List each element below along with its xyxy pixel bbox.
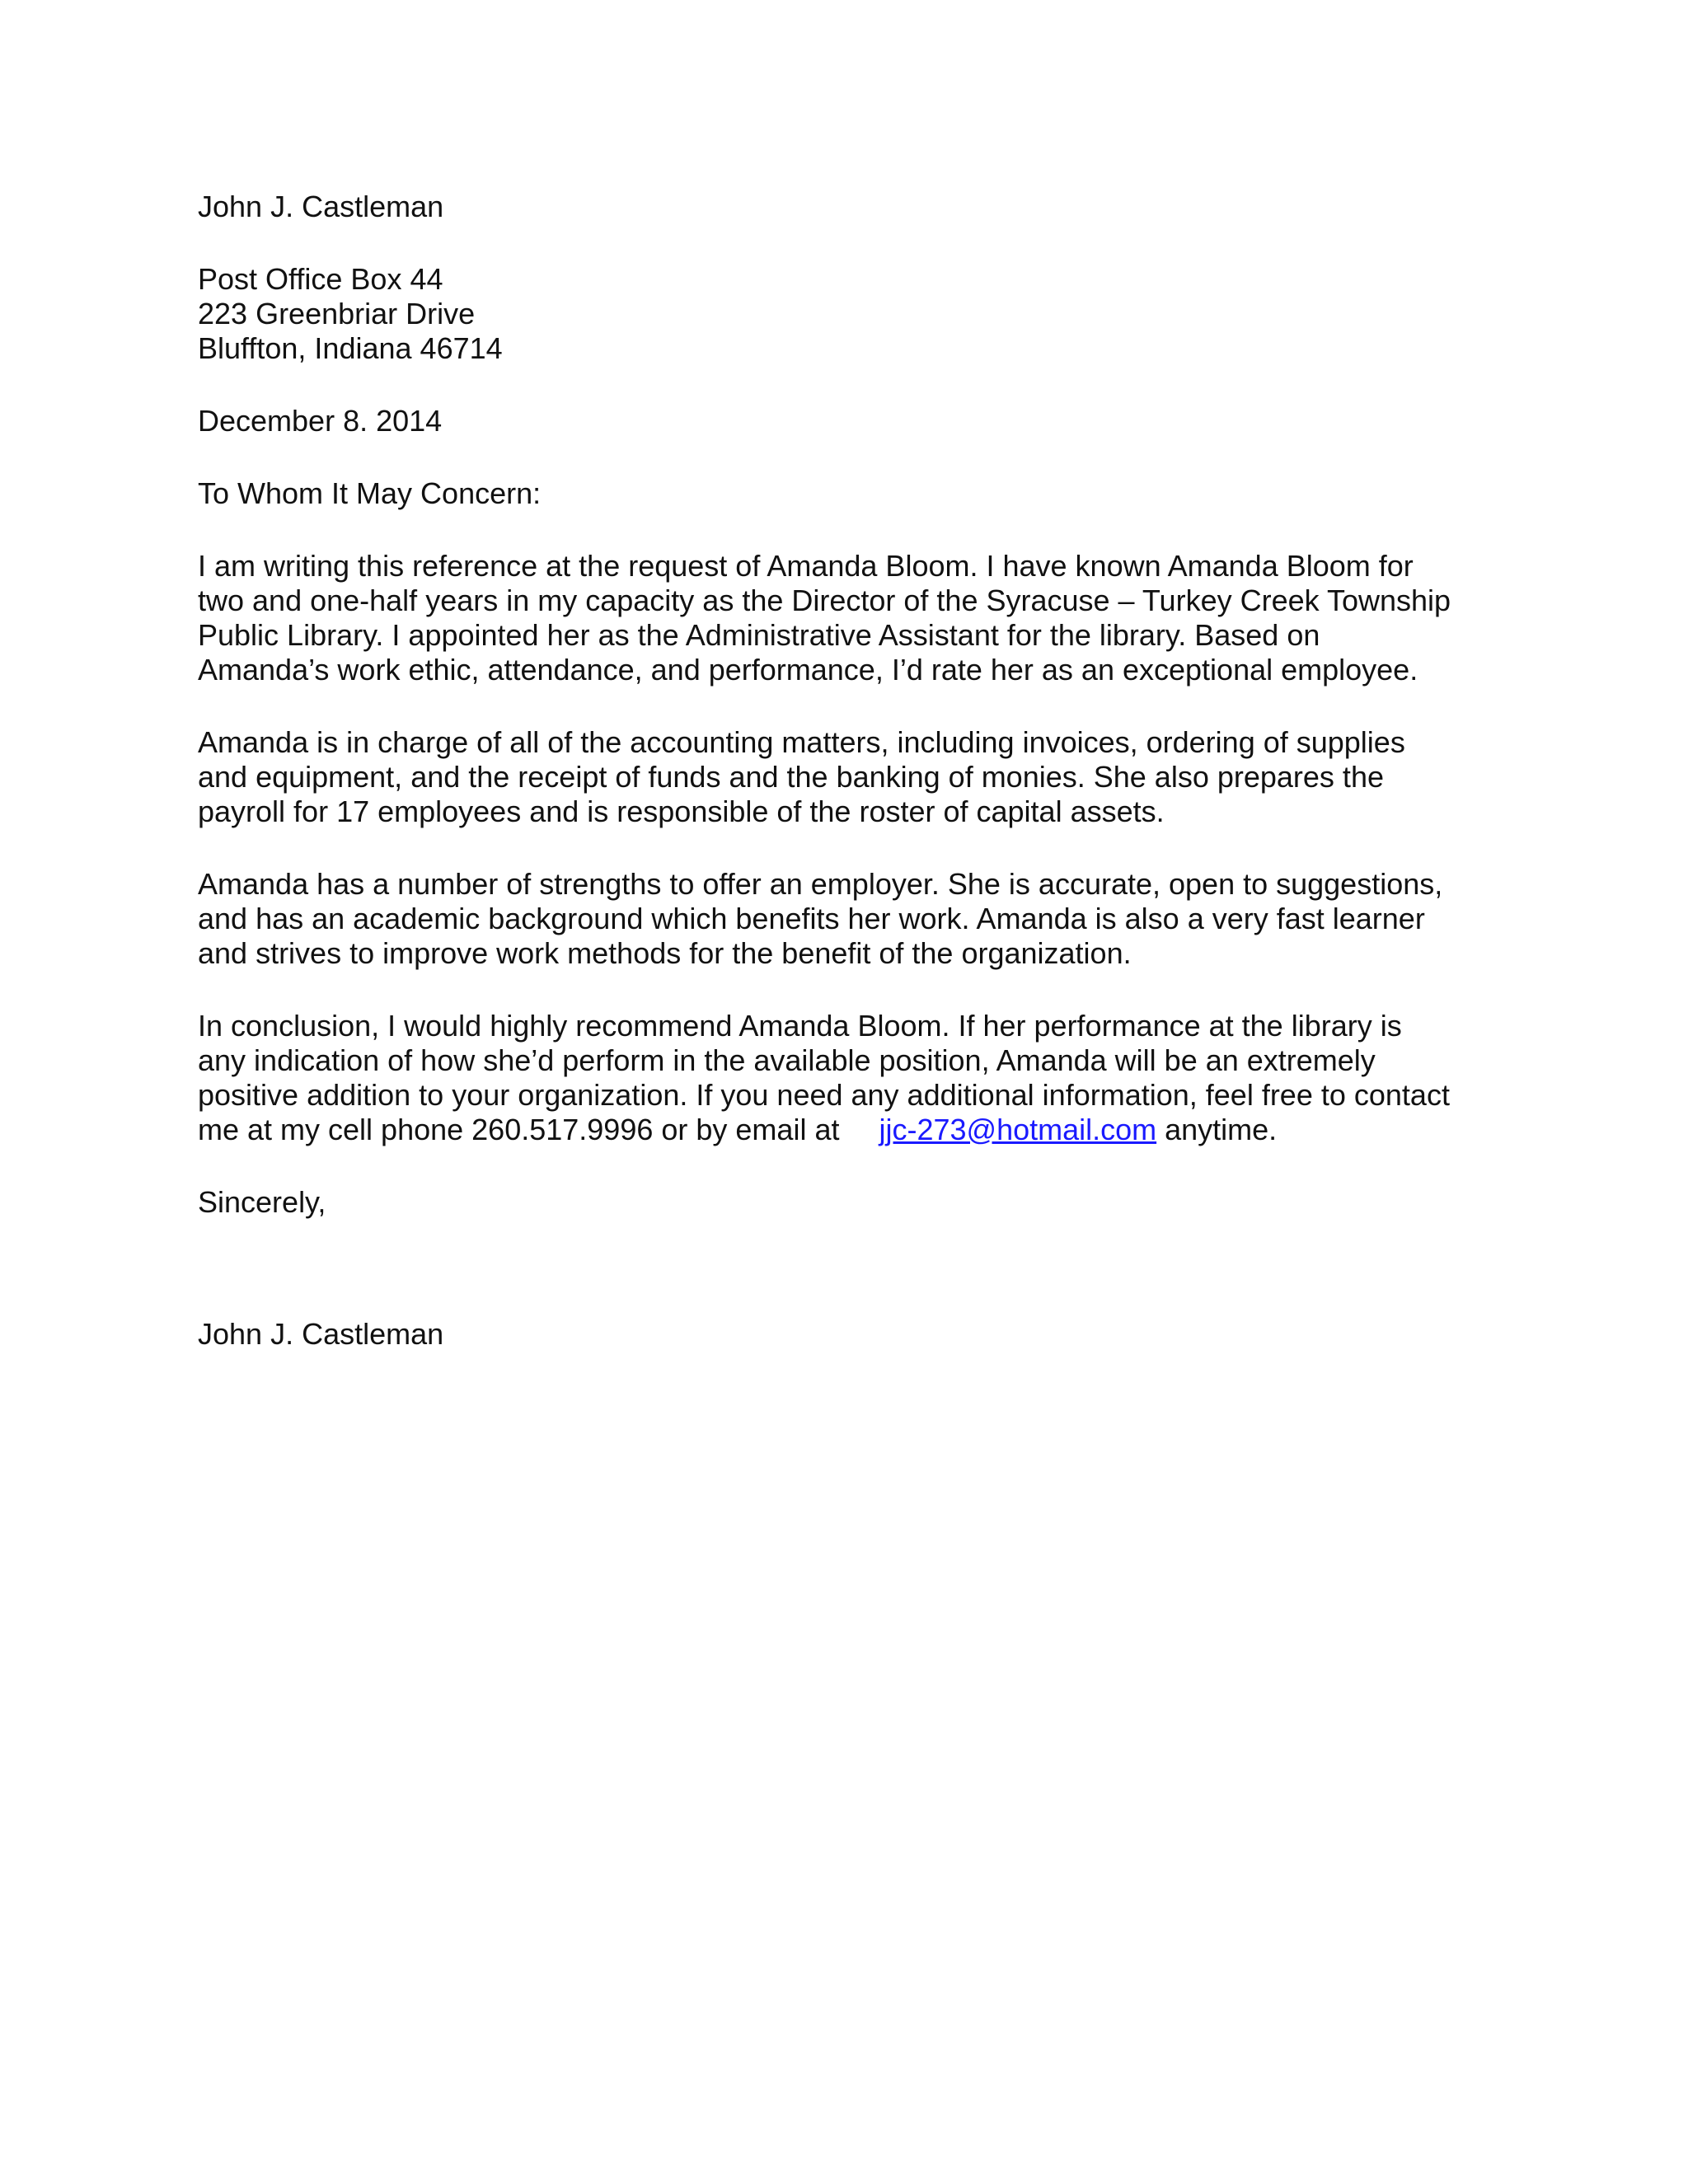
- contact-text-end: anytime.: [1156, 1113, 1278, 1146]
- address-line: Bluffton, Indiana 46714: [198, 331, 503, 365]
- paragraph-reference-intro: [198, 549, 1484, 687]
- address-line: 223 Greenbriar Drive: [198, 297, 476, 330]
- sender-name: John J. Castleman: [198, 190, 444, 223]
- paragraph-line: two and one-half years in my capacity as the Director of the Syracuse – Turkey Creek Township: [198, 583, 1451, 617]
- letter-body: [198, 190, 1484, 1352]
- salutation: To Whom It May Concern:: [198, 476, 542, 510]
- paragraph-line: I am writing this reference at the request of Amanda Bloom. I have known Amanda Bloom for: [198, 549, 1414, 583]
- paragraph-line: Amanda is in charge of all of the accounting matters, including invoices, ordering of supplies: [198, 725, 1405, 759]
- paragraph-line: and equipment, and the receipt of funds and the banking of monies. She also prepares the: [198, 760, 1384, 794]
- paragraph-line: Public Library. I appointed her as the Administrative Assistant for the library. Based on: [198, 618, 1320, 652]
- paragraph-strengths: [198, 867, 1484, 971]
- paragraph-line: Amanda has a number of strengths to offer an employer. She is accurate, open to suggestions,: [198, 867, 1443, 901]
- letter-date: December 8. 2014: [198, 404, 443, 438]
- paragraph-line: and has an academic background which benefits her work. Amanda is also a very fast learner: [198, 902, 1425, 935]
- paragraph-line: and strives to improve work methods for the benefit of the organization.: [198, 936, 1132, 970]
- paragraph-line: Amanda’s work ethic, attendance, and performance, I’d rate her as an exceptional employee.: [198, 653, 1418, 687]
- email-link[interactable]: jjc-273@hotmail.com: [879, 1113, 1157, 1146]
- paragraph-line: payroll for 17 employees and is responsible of the roster of capital assets.: [198, 794, 1165, 828]
- paragraph-line: positive addition to your organization. If you need any additional information, feel free to contact: [198, 1078, 1450, 1112]
- paragraph-conclusion: [198, 1009, 1484, 1147]
- sender-address: [198, 262, 1484, 366]
- paragraph-line-contact: [198, 1113, 1484, 1147]
- paragraph-duties: [198, 725, 1484, 829]
- paragraph-line: any indication of how she’d perform in the available position, Amanda will be an extremely: [198, 1043, 1376, 1077]
- closing: Sincerely,: [198, 1185, 326, 1219]
- address-line: Post Office Box 44: [198, 262, 443, 296]
- contact-text: me at my cell phone 260.517.9996 or by email at: [198, 1113, 840, 1146]
- signature-name: John J. Castleman: [198, 1317, 444, 1351]
- paragraph-line: In conclusion, I would highly recommend Amanda Bloom. If her performance at the library is: [198, 1009, 1402, 1043]
